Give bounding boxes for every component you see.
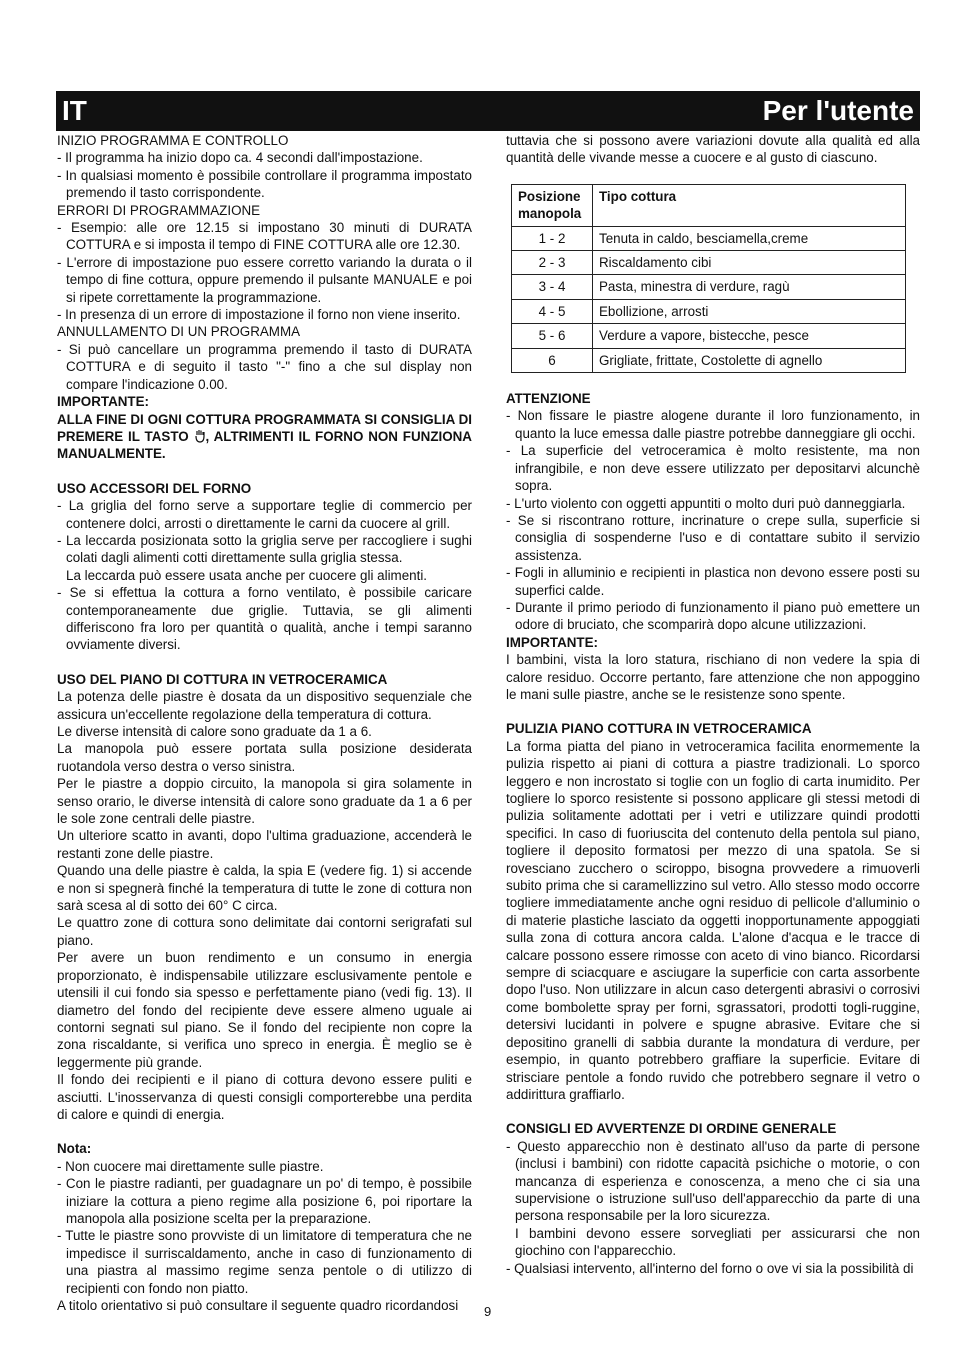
list-item: - La griglia del forno serve a supportare teglie di commercio per contenere dolci, arrosti o direttamente le carni da cuocere al grill. xyxy=(57,498,472,531)
important-note xyxy=(57,411,472,463)
list-item: - Non cuocere mai direttamente sulle piastre. xyxy=(57,1158,324,1174)
table-cell: Verdure a vapore, bistecche, pesce xyxy=(593,324,906,348)
hand-icon xyxy=(194,429,206,443)
table-cell: 4 - 5 xyxy=(512,299,593,323)
table-cell: 3 - 4 xyxy=(512,275,593,299)
paragraph: Quando una delle piastre è calda, la spia E (vedere fig. 1) si accende e non si spegnerà finché la temperatura di tutte le zone di cottura non sarà scesa al di sotto dei 60° C circa. xyxy=(57,863,472,914)
paragraph: Le quattro zone di cottura sono delimitate dai contorni serigrafati sul piano. xyxy=(57,915,472,948)
important-text-end: , ALTRIMENTI IL FORNO NON FUNZIONA MANUALMENTE. xyxy=(57,428,472,462)
column-header: Tipo cottura xyxy=(593,184,906,226)
list-item: - La leccarda posizionata sotto la griglia serve per raccogliere i sughi colati dagli alimenti cotti direttamente sulla griglia stessa. xyxy=(57,532,472,566)
table-row xyxy=(512,324,906,348)
list-item: - Se si riscontrano rotture, incrinature o crepe sulla, superficie si consiglia di sospenderne l'uso e di contattare subito il servizio assistenza. xyxy=(506,512,920,563)
section-heading: USO DEL PIANO DI COTTURA IN VETROCERAMICA xyxy=(57,671,388,687)
table-row xyxy=(512,275,906,299)
paragraph: Un ulteriore scatto in avanti, dopo l'ultima graduazione, accenderà le restanti zone delle piastre. xyxy=(57,828,472,861)
list-item: - Il programma ha inizio dopo ca. 4 secondi dall'impostazione. xyxy=(57,150,423,166)
list-item: - Non fissare le piastre alogene durante il loro funzionamento, in quanto la luce emessa dalle piastre potrebbe danneggiare gli occhi. xyxy=(506,408,920,441)
list-item: - Esempio: alle ore 12.15 si impostano 30 minuti di DURATA COTTURA e si imposta il tempo di FINE COTTURA alle ore 12.30. xyxy=(57,220,472,253)
section-heading: CONSIGLI ED AVVERTENZE DI ORDINE GENERALE xyxy=(506,1121,837,1137)
table-row xyxy=(512,226,906,250)
table-cell: 2 - 3 xyxy=(512,251,593,275)
paragraph: Le diverse intensità di calore sono graduate da 1 a 6. xyxy=(57,724,372,739)
section-heading: Nota: xyxy=(57,1141,92,1157)
table-cell: Pasta, minestra di verdure, ragù xyxy=(593,275,906,299)
cooking-table xyxy=(511,184,906,373)
paragraph: A titolo orientativo si può consultare il seguente quadro ricordandosi xyxy=(57,1298,459,1313)
important-text: ALLA FINE DI OGNI COTTURA PROGRAMMATA SI CONSIGLIA DI PREMERE IL TASTO xyxy=(57,411,472,444)
column-header: Posizione manopola xyxy=(512,184,593,226)
section-heading: PULIZIA PIANO COTTURA IN VETROCERAMICA xyxy=(506,721,812,737)
page-header xyxy=(56,91,920,131)
list-item: - Durante il primo periodo di funzionamento il piano può emettere un odore di bruciato, che scomparirà dopo alcune utilizzazioni. xyxy=(506,599,920,633)
list-item: - Con le piastre radianti, per guadagnare un po' di tempo, è possibile iniziare la cottura a pieno regime alla posizione 6, poi riportare la manopola alla posizione scelta per la preparazione. xyxy=(57,1176,472,1226)
list-item: - Si può cancellare un programma premendo il tasto di DURATA COTTURA e di seguito il tasto "-" fino a che sul display non compare l'indicazione 0.00. xyxy=(57,341,472,392)
list-item: - Qualsiasi intervento, all'interno del forno o ove vi sia la possibilità di xyxy=(506,1260,914,1276)
table-cell: Tenuta in caldo, besciamella,creme xyxy=(593,226,906,250)
table-row xyxy=(512,299,906,323)
list-item: - In presenza di un errore di impostazione il forno non viene inserito. xyxy=(57,307,461,323)
list-item: - Se si effettua la cottura a forno ventilato, è possibile caricare contemporaneamente due griglie. Tuttavia, se gli alimenti differiscono fra loro per quantità o qualità, anche i tempi saranno ovviamente diversi. xyxy=(57,585,472,653)
paragraph: I bambini devono essere sorvegliati per assicurarsi che non giochino con l'apparecchio. xyxy=(515,1225,920,1259)
list-item: - Tutte le piastre sono provviste di un limitatore di temperatura che ne impedisce il surriscaldamento, anche in caso di funzionamento di una piastra al massimo regime senza pentole o di utilizzo di recipienti con fondo non piatto. xyxy=(57,1228,472,1296)
paragraph: tuttavia che si possono avere variazioni dovute alla qualità ed alla quantità delle vivande messe a cuocere e al gusto di ciascuno. xyxy=(506,133,920,166)
paragraph: La manopola può essere portata sulla posizione desiderata ruotandola verso destra o verso sinistra. xyxy=(57,741,472,774)
list-item: - Questo apparecchio non è destinato all'uso da parte di persone (inclusi i bambini) con ridotte capacità psichiche o motorie, o con mancanza di esperienza e conoscenza, a meno che ci sia una supervisione o istruzione sull'uso dell'apparecchio da parte di una persona responsabile per la loro sicurezza. xyxy=(506,1138,920,1224)
table-cell: Grigliate, frittate, Costolette di agnello xyxy=(593,348,906,372)
left-column xyxy=(57,132,472,1314)
page-title: Per l'utente xyxy=(762,95,914,126)
right-column xyxy=(506,132,920,1277)
list-item: - La superficie del vetroceramica è molto resistente, ma non infrangibile, e non deve essere utilizzato per depositarvi alcunchè sopra. xyxy=(506,443,920,494)
important-heading: IMPORTANTE: xyxy=(506,634,598,650)
paragraph: Per avere un buon rendimento e un consumo in energia proporzionato, è indispensabile utilizzare esclusivamente pentole e utensili il cui fondo sia spesso e perfettamente piano (vedi fig. 13). Il diametro del fondo del recipiente deve essere almeno uguale ai contorni segnati sul piano. Se il fondo del recipiente non copre la zona riscaldante, si verifica uno spreco in energia. È meglio se è leggermente più grande. xyxy=(57,950,472,1070)
language-code: IT xyxy=(62,95,87,126)
section-heading: ANNULLAMENTO DI UN PROGRAMMA xyxy=(57,324,301,340)
table-row xyxy=(512,251,906,275)
table-cell: 5 - 6 xyxy=(512,324,593,348)
list-item: - In qualsiasi momento è possibile controllare il programma impostato premendo il tasto corrispondente. xyxy=(57,167,472,201)
paragraph: La potenza delle piastre è dosata da un dispositivo sequenziale che assicura un'eccellente regolazione della temperatura di cottura. xyxy=(57,689,472,722)
table-header-row xyxy=(512,184,906,226)
table-cell: Riscaldamento cibi xyxy=(593,251,906,275)
list-item: - Fogli in alluminio e recipienti in plastica non devono essere posti su superfici calde. xyxy=(506,565,920,598)
table-row xyxy=(512,348,906,372)
paragraph: La leccarda può essere usata anche per cuocere gli alimenti. xyxy=(66,567,428,583)
table-cell: 6 xyxy=(512,348,593,372)
list-item: - L'urto violento con oggetti appuntiti o molto duri può danneggiarla. xyxy=(506,495,906,511)
section-heading: USO ACCESSORI DEL FORNO xyxy=(57,480,252,496)
section-heading: ERRORI DI PROGRAMMAZIONE xyxy=(57,202,261,218)
paragraph: I bambini, vista la loro statura, rischiano di non vedere la spia di calore residuo. Occorre pertanto, fare attenzione che non appoggino le mani sulle piastre, anche se le resistenze sono spente. xyxy=(506,652,920,702)
table-cell: Ebollizione, arrosti xyxy=(593,299,906,323)
table-cell: 1 - 2 xyxy=(512,226,593,250)
important-heading: IMPORTANTE: xyxy=(57,394,149,410)
paragraph: Per le piastre a doppio circuito, la manopola si gira solamente in senso orario, le diverse intensità di calore sono graduate da 1 a 6 per le sole zone centrali delle piastre. xyxy=(57,776,472,827)
section-heading: INIZIO PROGRAMMA E CONTROLLO xyxy=(57,133,289,148)
paragraph: Il fondo dei recipienti e il piano di cottura devono essere puliti e asciutti. L'inosservanza di questi consigli comporterebbe una perdita di calore e quindi di energia. xyxy=(57,1072,472,1122)
paragraph: La forma piatta del piano in vetroceramica facilita enormemente la pulizia rispetto ai piani di cottura a piastre tradizionali. Lo sporco leggero e non incrostato si toglie con un foglio di carta inumidito. Per togliere lo sporco resistente si possono applicare gli stessi metodi di pulizia solitamente adottati per i vetri e utilizzare quindi prodotti specifici. In caso di fuoriuscita del contenuto della pentola sul piano, togliere il deposito formatosi per mezzo di una spatola. Se si rovesciano zucchero o sciroppo, bisogna provvedere a rimuoverli subito prima che si caramellizzino sul vetro. Allo stesso modo occorre togliere immediatamente anche ogni residuo di pellicole d'alluminio o di materie plastiche lasciato da oggetti inopportunamente appoggiati sulla zona di cottura ancora calda. L'alone d'acqua e le tracce di calcare possono essere rimosse con aceto di vino bianco. Ricordarsi sempre di sciacquare e asciugare la superficie con carta assorbente dopo l'uso. Non utilizzare in alcun caso detergenti abrasivi o corrosivi come bombolette spray per forni, sgrassatori, prodotti togli-ruggine, detersivi lucidanti in polvere e spugne abrasive. Evitare che si depositino granelli di sabbia durante la mondatura di verdure, per esempio, in quanto potrebbero graffiare la superficie. Evitare di strisciare pentole a fondo ruvido che potrebbero segnare il vetro o addirittura graffiarlo. xyxy=(506,738,920,1102)
list-item: - L'errore di impostazione puo essere corretto variando la durata o il tempo di fine cottura, oppure premendo il pulsante MANUALE e poi si ripete correttamente la programmazione. xyxy=(57,254,472,305)
page-number: 9 xyxy=(484,1304,492,1319)
section-heading: ATTENZIONE xyxy=(506,391,591,407)
